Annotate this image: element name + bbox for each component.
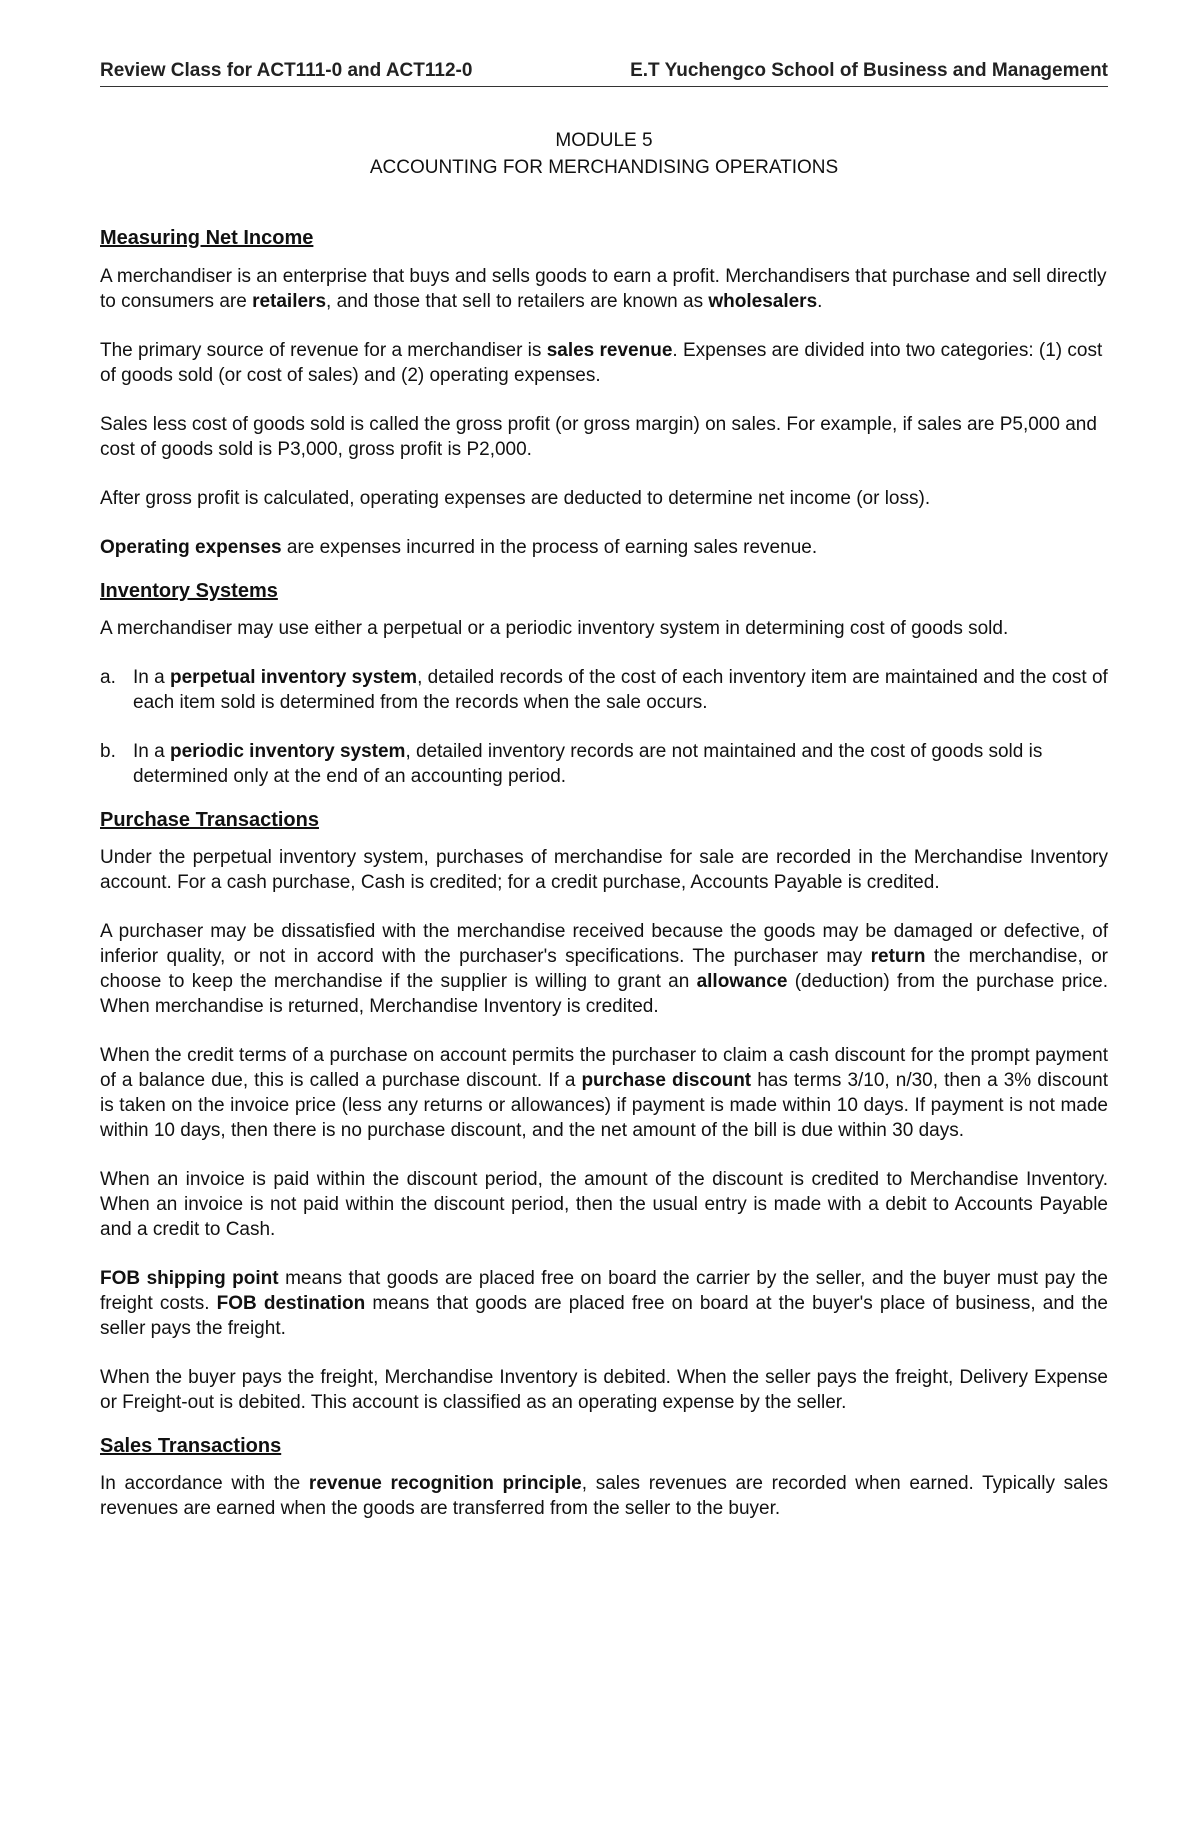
list-marker: a.	[100, 667, 116, 688]
document-page	[100, 60, 1108, 1521]
list-marker: b.	[100, 741, 116, 762]
paragraph-operating-expenses: Operating expenses are expenses incurred in the process of earning sales revenue.	[100, 537, 818, 558]
header-course: Review Class for ACT111-0 and ACT112-0	[100, 60, 473, 81]
module-subject: ACCOUNTING FOR MERCHANDISING OPERATIONS	[369, 157, 839, 178]
heading-sales-transactions: Sales Transactions	[100, 1435, 282, 1457]
paragraph-net-income: After gross profit is calculated, operating expenses are deducted to determine net income (or loss).	[100, 488, 931, 509]
paragraph-discount-period: When an invoice is paid within the discount period, the amount of the discount is credited to Merchandise Inventory. When an invoice is not paid within the discount period, then the usual entry is made with a debit to Accounts Payable and a credit to Cash.	[100, 1169, 1108, 1240]
paragraph-returns-allowances: A purchaser may be dissatisfied with the merchandise received because the goods may be damaged or defective, of inferior quality, or not in accord with the purchaser's specifications. The purchaser may return the merchandise, or choose to keep the merchandise if the supplier is willing to grant an allowance (deduction) from the purchase price. When merchandise is returned, Merchandise Inventory is credited.	[100, 921, 1108, 1017]
page-header	[100, 60, 1108, 87]
paragraph-freight: When the buyer pays the freight, Merchandise Inventory is debited. When the seller pays the freight, Delivery Expense or Freight-out is debited. This account is classified as an operating expense by the seller.	[100, 1367, 1108, 1413]
heading-purchase-transactions: Purchase Transactions	[100, 809, 319, 831]
paragraph-gross-profit: Sales less cost of goods sold is called the gross profit (or gross margin) on sales. For example, if sales are P5,000 and cost of goods sold is P3,000, gross profit is P2,000.	[100, 414, 1097, 460]
paragraph-merchandiser: A merchandiser is an enterprise that buys and sells goods to earn a profit. Merchandisers that purchase and sell directly to consumers are retailers, and those that sell to retailers are known as wholesalers.	[100, 266, 1107, 312]
heading-inventory-systems: Inventory Systems	[100, 580, 278, 602]
module-titles	[100, 127, 1108, 181]
paragraph-revenue: The primary source of revenue for a merchandiser is sales revenue. Expenses are divided into two categories: (1) cost of goods sold (or cost of sales) and (2) operating expenses.	[100, 340, 1103, 386]
heading-measuring-net-income: Measuring Net Income	[100, 227, 314, 249]
list-item-periodic	[100, 739, 1108, 789]
list-item-perpetual	[100, 665, 1108, 715]
list-item-text: In a perpetual inventory system, detailed records of the cost of each inventory item are maintained and the cost of each item sold is determined from the records when the sale occurs.	[133, 667, 1108, 713]
paragraph-inventory-intro: A merchandiser may use either a perpetual or a periodic inventory system in determining cost of goods sold.	[100, 618, 1009, 639]
list-item-text: In a periodic inventory system, detailed inventory records are not maintained and the cost of goods sold is determined only at the end of an accounting period.	[133, 741, 1043, 787]
paragraph-revenue-recognition: In accordance with the revenue recognition principle, sales revenues are recorded when earned. Typically sales revenues are earned when the goods are transferred from the seller to the buyer.	[100, 1473, 1108, 1519]
paragraph-perpetual-purchases: Under the perpetual inventory system, purchases of merchandise for sale are recorded in the Merchandise Inventory account. For a cash purchase, Cash is credited; for a credit purchase, Accounts Payable is credited.	[100, 847, 1108, 893]
paragraph-purchase-discount: When the credit terms of a purchase on account permits the purchaser to claim a cash discount for the prompt payment of a balance due, this is called a purchase discount. If a purchase discount has terms 3/10, n/30, then a 3% discount is taken on the invoice price (less any returns or allowances) if payment is made within 10 days. If payment is not made within 10 days, then there is no purchase discount, and the net amount of the bill is due within 30 days.	[100, 1045, 1109, 1141]
module-number: MODULE 5	[555, 130, 653, 151]
paragraph-fob: FOB shipping point means that goods are placed free on board the carrier by the seller, and the buyer must pay the freight costs. FOB destination means that goods are placed free on board at the buyer's place of business, and the seller pays the freight.	[100, 1268, 1108, 1339]
header-school: E.T Yuchengco School of Business and Management	[630, 60, 1108, 81]
